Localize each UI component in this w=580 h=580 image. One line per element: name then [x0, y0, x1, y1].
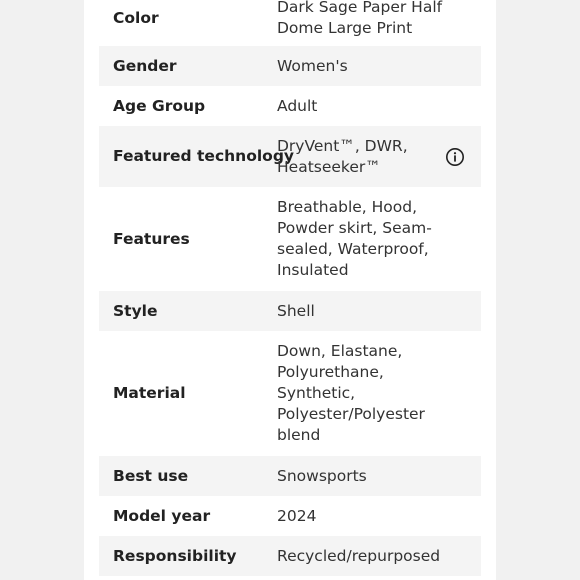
spec-value: Women's [277, 56, 348, 75]
spec-value: Snowsports [277, 466, 367, 485]
spec-value: DryVent™, DWR, Heatseeker™ [277, 136, 408, 176]
product-specs-card [84, 0, 496, 580]
spec-row-material [99, 331, 481, 456]
spec-label: Age Group [113, 96, 206, 115]
info-circle-icon[interactable] [445, 147, 465, 167]
spec-label: Model year [113, 506, 211, 525]
specs-table [99, 0, 481, 576]
spec-row-color [99, 0, 481, 46]
spec-label: Featured technology [113, 147, 295, 165]
spec-row-best-use [99, 456, 481, 496]
spec-label: Color [113, 8, 159, 27]
spec-label: Responsibility [113, 546, 237, 565]
spec-row-style [99, 291, 481, 331]
spec-label: Features [113, 229, 190, 248]
spec-row-features [99, 187, 481, 291]
spec-row-model-year [99, 496, 481, 536]
spec-value: 2024 [277, 506, 317, 525]
spec-label: Best use [113, 466, 189, 485]
spec-label: Gender [113, 56, 177, 75]
spec-row-responsibility [99, 536, 481, 576]
spec-label: Style [113, 301, 158, 320]
spec-row-gender [99, 46, 481, 86]
spec-label: Material [113, 384, 186, 402]
spec-value: Down, Elastane, Polyurethane, Synthetic, Polyester/Polyester blend [277, 342, 425, 444]
spec-value: Shell [277, 301, 315, 320]
spec-row-featured-technology [99, 126, 481, 187]
spec-row-age-group [99, 86, 481, 126]
spec-value: Adult [277, 96, 318, 115]
spec-value: Recycled/repurposed [277, 546, 441, 565]
spec-value: Dark Sage Paper Half Dome Large Print [277, 0, 443, 37]
spec-value: Breathable, Hood, Powder skirt, Seam-sealed, Waterproof, Insulated [277, 198, 432, 279]
